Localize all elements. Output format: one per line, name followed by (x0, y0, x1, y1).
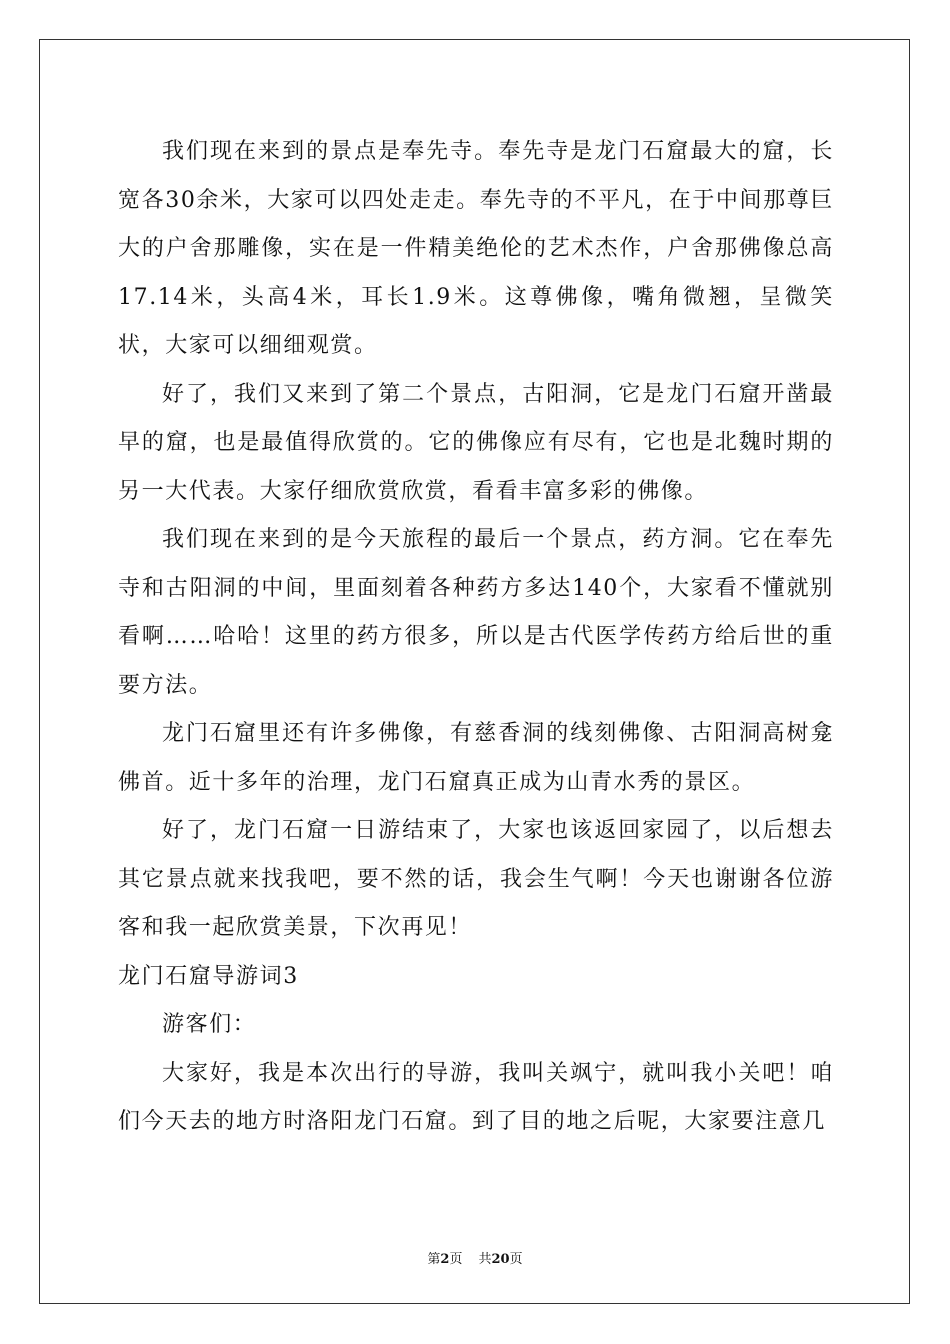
total-unit: 页 (509, 1252, 523, 1267)
document-body (118, 128, 834, 1147)
page-prefix: 第 (427, 1252, 441, 1267)
total-prefix: 共 (478, 1252, 492, 1267)
total-page-count: 20 (491, 1252, 510, 1267)
paragraph-fengxian-temple: 我们现在来到的景点是奉先寺。奉先寺是龙门石窟最大的窟，长宽各30余米，大家可以四处走走。奉先寺的不平凡，在于中间那尊巨大的户舍那雕像，实在是一件精美绝伦的艺术杰作，户舍那佛像总高17.14米，头高4米，耳长1.9米。这尊佛像，嘴角微翘，呈微笑状，大家可以细细观赏。 (118, 139, 834, 358)
paragraph-introduction: 大家好，我是本次出行的导游，我叫关飒宁，就叫我小关吧！咱们今天去的地方时洛阳龙门石窟。到了目的地之后呢，大家要注意几 (118, 1060, 834, 1134)
paragraph-yaofang-cave: 我们现在来到的是今天旅程的最后一个景点，药方洞。它在奉先寺和古阳洞的中间，里面刻着各种药方多达140个，大家看不懂就别看啊……哈哈！这里的药方很多，所以是古代医学传药方给后世的重要方法。 (118, 527, 834, 698)
current-page-number: 2 (440, 1252, 450, 1267)
page-unit: 页 (449, 1252, 463, 1267)
paragraph-farewell: 好了，龙门石窟一日游结束了，大家也该返回家园了，以后想去其它景点就来找我吧，要不然的话，我会生气啊！今天也谢谢各位游客和我一起欣赏美景，下次再见！ (118, 818, 834, 940)
section-heading: 龙门石窟导游词3 (118, 963, 299, 989)
paragraph-guyang-cave: 好了，我们又来到了第二个景点，古阳洞，它是龙门石窟开凿最早的窟，也是最值得欣赏的。它的佛像应有尽有，它也是北魏时期的另一大代表。大家仔细欣赏欣赏，看看丰富多彩的佛像。 (118, 381, 834, 504)
paragraph-greeting: 游客们： (162, 1012, 257, 1037)
page-footer (0, 1248, 950, 1267)
paragraph-more-buddhas: 龙门石窟里还有许多佛像，有慈香洞的线刻佛像、古阳洞高树龛佛首。近十多年的治理，龙门石窟真正成为山青水秀的景区。 (118, 721, 834, 795)
